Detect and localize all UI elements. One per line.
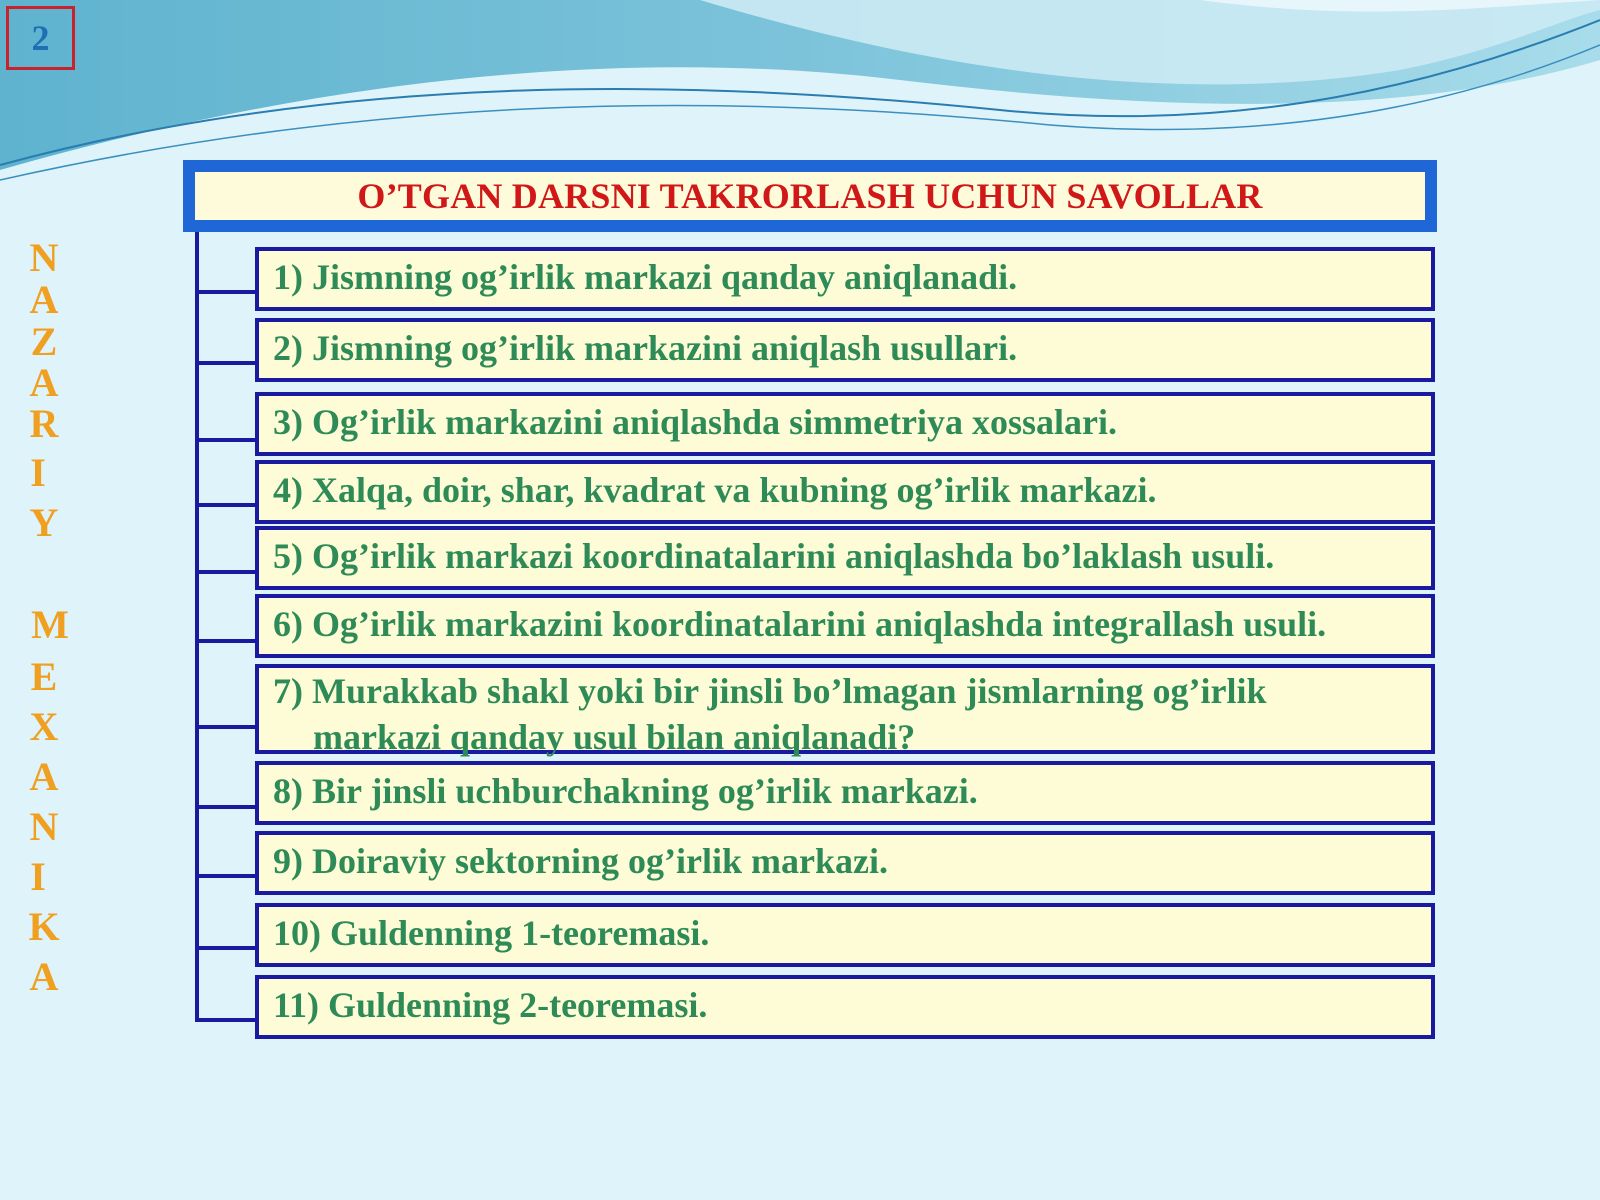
question-box-8 — [255, 761, 1435, 825]
vertical-title-letter: Y — [29, 500, 59, 545]
vertical-title-letter: A — [29, 754, 59, 799]
header-title: O’TGAN DARSNI TAKRORLASH UCHUN SAVOLLAR — [195, 172, 1425, 220]
question-box-1 — [255, 247, 1435, 311]
vertical-title-letter: I — [30, 854, 46, 899]
vertical-title-letter: E — [30, 654, 58, 699]
question-text: 10) Guldenning 1-teoremasi. — [273, 913, 710, 953]
question-text: 2) Jismning og’irlik markazini aniqlash usullari. — [273, 328, 1018, 368]
question-text: 11) Guldenning 2-teoremasi. — [273, 985, 708, 1025]
question-box-7 — [255, 664, 1435, 757]
vertical-title-letter: R — [29, 401, 59, 446]
vertical-title-letter: N — [29, 235, 59, 280]
vertical-title-letter: A — [29, 277, 59, 322]
question-text: 5) Og’irlik markazi koordinatalarini aniqlashda bo’laklash usuli. — [273, 536, 1275, 576]
vertical-title-letter: X — [29, 704, 59, 749]
question-box-2 — [255, 318, 1435, 382]
question-text: 4) Xalqa, doir, shar, kvadrat va kubning og’irlik markazi. — [273, 470, 1157, 510]
vertical-title-letter: N — [29, 804, 59, 849]
header-banner — [183, 160, 1437, 232]
vertical-title-letter: Z — [30, 319, 58, 364]
question-box-9 — [255, 831, 1435, 895]
vertical-title-letter: K — [28, 904, 60, 949]
question-box-4 — [255, 460, 1435, 524]
question-box-11 — [255, 975, 1435, 1039]
question-text: 9) Doiraviy sektorning og’irlik markazi. — [273, 841, 888, 881]
question-text: 1) Jismning og’irlik markazi qanday aniqlanadi. — [273, 257, 1018, 297]
slide-number-badge: 2 — [6, 6, 75, 70]
question-text-line1: 7) Murakkab shakl yoki bir jinsli bo’lmagan jismlarning og’irlik — [273, 671, 1267, 711]
question-text: 8) Bir jinsli uchburchakning og’irlik markazi. — [273, 771, 978, 811]
vertical-title-letter: A — [29, 954, 59, 999]
question-box-3 — [255, 392, 1435, 456]
vertical-title-letter: A — [29, 360, 59, 405]
question-text: 6) Og’irlik markazini koordinatalarini aniqlashda integrallash usuli. — [273, 604, 1327, 644]
vertical-title-letter: M — [31, 602, 69, 647]
question-text-line2: markazi qanday usul bilan aniqlanadi? — [313, 717, 916, 757]
question-box-6 — [255, 594, 1435, 658]
question-box-5 — [255, 526, 1435, 590]
vertical-title-letter: I — [30, 450, 46, 495]
question-text: 3) Og’irlik markazini aniqlashda simmetriya xossalari. — [273, 402, 1118, 442]
question-box-10 — [255, 903, 1435, 967]
